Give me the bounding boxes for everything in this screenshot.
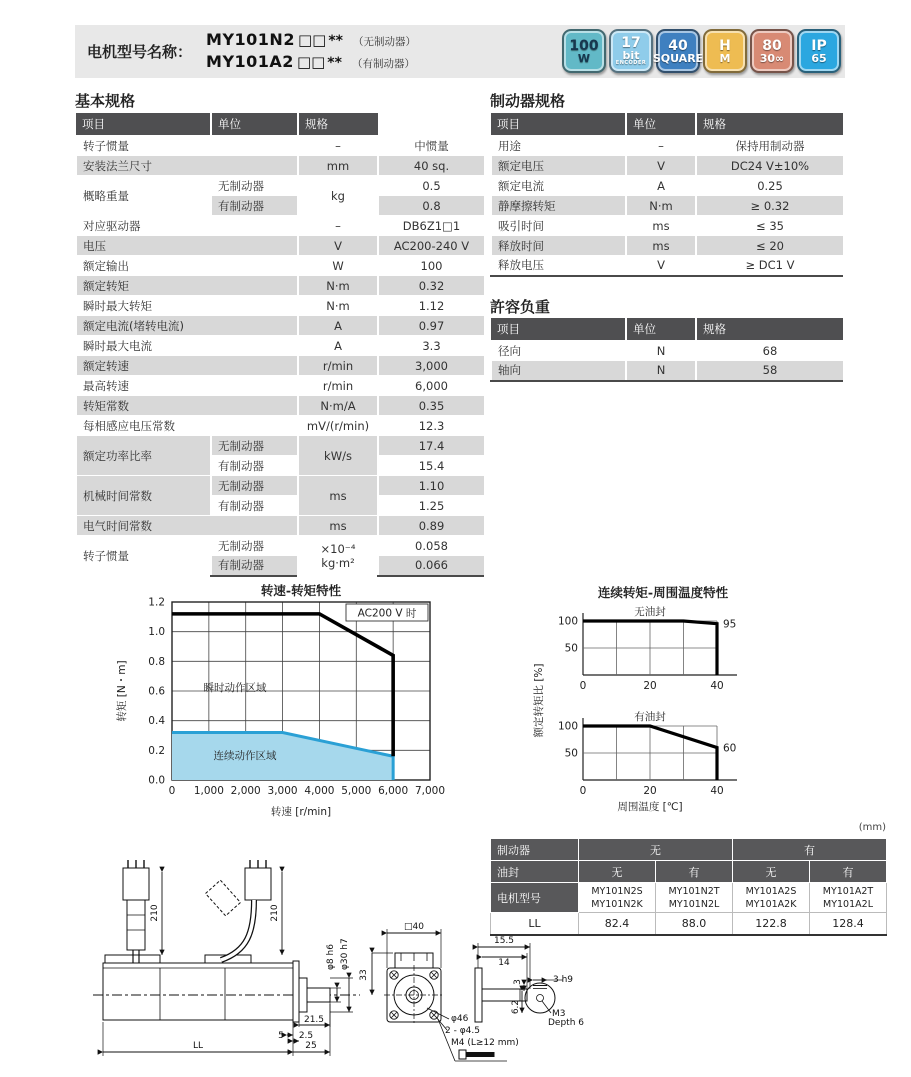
dim-seal-cell: 有	[810, 861, 887, 883]
spec-sub-item: 无制动器	[211, 476, 298, 496]
table-row	[76, 156, 484, 176]
spec-unit: r/min	[298, 356, 378, 376]
spec-item: 额定电流(堵转电流)	[76, 316, 298, 336]
table-row	[491, 341, 843, 361]
svg-text:M3: M3	[552, 1009, 566, 1019]
spec-item: 电气时间常数	[76, 516, 298, 536]
svg-text:M4 (L≥12 mm): M4 (L≥12 mm)	[451, 1038, 519, 1048]
outline-drawing	[75, 855, 675, 1077]
spec-item: 每相感应电压常数	[76, 416, 298, 436]
column-header: 项目	[491, 318, 626, 341]
spec-item: 安装法兰尺寸	[76, 156, 298, 176]
svg-text:2.5: 2.5	[298, 1031, 314, 1041]
svg-text:1.0: 1.0	[148, 626, 165, 639]
svg-text:25: 25	[305, 1041, 317, 1051]
svg-text:33: 33	[359, 969, 369, 981]
svg-text:0.6: 0.6	[148, 685, 165, 698]
basic-specs-title: 基本规格	[75, 92, 136, 110]
svg-text:□40: □40	[404, 922, 424, 932]
model-number: MY101A2S	[745, 885, 797, 897]
table-row	[491, 156, 843, 176]
spec-value: ≤ 20	[696, 236, 843, 256]
table-row	[76, 176, 484, 196]
dim-brake-group: 无	[579, 839, 733, 861]
svg-text:周围温度 [℃]: 周围温度 [℃]	[617, 801, 683, 813]
feature-badges	[562, 29, 841, 73]
svg-text:15.5: 15.5	[493, 936, 515, 946]
spec-item: 释放电压	[491, 256, 626, 276]
svg-text:5: 5	[278, 1031, 284, 1041]
badge-text: 80	[762, 37, 782, 54]
spec-unit: kg	[298, 176, 378, 216]
power-100w-badge	[562, 29, 606, 73]
svg-text:100: 100	[557, 720, 578, 733]
spec-unit: V	[298, 236, 378, 256]
table-row	[491, 176, 843, 196]
svg-text:AC200 V 时: AC200 V 时	[357, 607, 417, 620]
spec-unit: ms	[298, 516, 378, 536]
spec-unit: ms	[298, 476, 378, 516]
column-header: 规格	[696, 113, 843, 136]
badge-text: 40	[668, 37, 688, 54]
svg-text:95: 95	[723, 618, 737, 631]
spec-item: 机械时间常数	[76, 476, 211, 516]
spec-item: 转子惯量	[76, 536, 211, 576]
motor-model-header	[75, 25, 845, 78]
table-row	[491, 236, 843, 256]
table-row	[76, 416, 484, 436]
svg-text:14: 14	[498, 958, 510, 968]
table-row	[76, 336, 484, 356]
table-row	[76, 216, 484, 236]
table-row	[76, 236, 484, 256]
spec-value: 40 sq.	[378, 156, 484, 176]
dim-row-label: LL	[491, 913, 579, 935]
spec-value: 0.35	[378, 396, 484, 416]
table-row	[76, 316, 484, 336]
dim-row-label: 电机型号	[491, 883, 579, 913]
spec-unit: r/min	[298, 376, 378, 396]
svg-text:φ30 h7: φ30 h7	[340, 938, 350, 970]
column-header: 单位	[211, 113, 298, 136]
model-number: MY101A2L	[823, 898, 873, 910]
spec-item: 最高转速	[76, 376, 298, 396]
spec-value: 0.89	[378, 516, 484, 536]
model-list	[206, 30, 416, 74]
spec-value: 3.3	[378, 336, 484, 356]
svg-text:Depth 6: Depth 6	[548, 1018, 584, 1028]
temp-80-30-badge	[750, 29, 794, 73]
model-option-boxes: □□	[297, 30, 327, 49]
table-row	[76, 476, 484, 496]
badge-text: 17	[621, 35, 641, 51]
spec-sub-item: 无制动器	[211, 176, 298, 196]
spec-unit: N·m	[298, 276, 378, 296]
spec-item: 额定电流	[491, 176, 626, 196]
spec-value: DC24 V±10%	[696, 156, 843, 176]
spec-value: 0.25	[696, 176, 843, 196]
table-header-row	[491, 113, 843, 136]
svg-text:4,000: 4,000	[304, 785, 335, 797]
dim-ll-value: 82.4	[579, 913, 656, 935]
model-number: MY101A2K	[745, 898, 797, 910]
svg-text:3,000: 3,000	[267, 785, 298, 797]
dim-row-label: 制动器	[491, 839, 579, 861]
spec-sub-item: 无制动器	[211, 436, 298, 456]
spec-value: 保持用制动器	[696, 136, 843, 156]
svg-text:7,000: 7,000	[414, 785, 446, 797]
spec-value: 中惯量	[378, 136, 484, 156]
spec-item: 静摩擦转矩	[491, 196, 626, 216]
svg-text:60: 60	[723, 742, 737, 755]
spec-sub-item: 有制动器	[211, 456, 298, 476]
model-number: MY101N2L	[668, 898, 720, 910]
svg-text:6.2: 6.2	[511, 999, 521, 1015]
spec-item: 轴向	[491, 361, 626, 381]
svg-text:LL: LL	[192, 1041, 204, 1051]
dim-row-label: 油封	[491, 861, 579, 883]
table-row	[76, 296, 484, 316]
spec-unit: –	[626, 136, 696, 156]
model-number: MY101A2T	[822, 885, 874, 897]
spec-item: 转子惯量	[76, 136, 298, 156]
table-row	[76, 256, 484, 276]
svg-text:1,000: 1,000	[193, 785, 224, 797]
dim-ll-value: 88.0	[656, 913, 733, 935]
svg-text:20: 20	[643, 680, 657, 692]
model-line	[206, 30, 416, 52]
badge-text: IP	[811, 37, 827, 54]
brake-specs-table	[490, 113, 843, 277]
model-number: MY101N2S	[591, 885, 643, 897]
badge-text: 30∞	[759, 51, 785, 65]
spec-item: 瞬时最大电流	[76, 336, 298, 356]
spec-value: 6,000	[378, 376, 484, 396]
table-row	[491, 136, 843, 156]
svg-text:2,000: 2,000	[230, 785, 261, 797]
model-name: MY101N2	[206, 29, 295, 49]
spec-unit: V	[626, 156, 696, 176]
model-note: （有制动器）	[351, 57, 415, 70]
spec-item: 额定电压	[491, 156, 626, 176]
spec-unit: A	[298, 336, 378, 356]
spec-value: 3,000	[378, 356, 484, 376]
spec-value: 15.4	[378, 456, 484, 476]
table-row	[491, 216, 843, 236]
spec-sub-item: 有制动器	[211, 556, 298, 576]
badge-text: 100	[569, 37, 599, 54]
spec-value: ≥ 0.32	[696, 196, 843, 216]
spec-value: 17.4	[378, 436, 484, 456]
spec-value: ≤ 35	[696, 216, 843, 236]
svg-text:5,000: 5,000	[341, 785, 372, 797]
column-header: 项目	[76, 113, 211, 136]
column-header: 规格	[298, 113, 378, 136]
dim-ll-value: 122.8	[733, 913, 810, 935]
encoder-17bit-badge	[609, 29, 653, 73]
svg-text:0.0: 0.0	[148, 774, 165, 787]
spec-sub-item: 有制动器	[211, 196, 298, 216]
table-row	[76, 356, 484, 376]
spec-unit: –	[298, 216, 378, 236]
column-header: 单位	[626, 113, 696, 136]
model-name-label: 电机型号名称：	[87, 43, 193, 61]
spec-unit: W	[298, 256, 378, 276]
dim-brake-group: 有	[733, 839, 887, 861]
svg-text:0: 0	[579, 680, 587, 692]
svg-text:转矩 [N・m]: 转矩 [N・m]	[116, 660, 128, 722]
model-line	[206, 52, 416, 74]
svg-text:50: 50	[564, 642, 578, 655]
spec-value: DB6Z1□1	[378, 216, 484, 236]
spec-value: 68	[696, 341, 843, 361]
spec-item: 概略重量	[76, 176, 211, 216]
svg-text:3: 3	[513, 979, 523, 985]
spec-item: 用途	[491, 136, 626, 156]
badge-text: ENCODER	[615, 60, 647, 66]
spec-unit: mV/(r/min)	[298, 416, 378, 436]
spec-value: 1.10	[378, 476, 484, 496]
model-note: （无制动器）	[352, 35, 416, 48]
table-row	[491, 196, 843, 216]
spec-item: 电压	[76, 236, 298, 256]
spec-value: ≥ DC1 V	[696, 256, 843, 276]
dim-seal-cell: 有	[656, 861, 733, 883]
speed-torque-chart	[95, 583, 465, 828]
spec-item: 转矩常数	[76, 396, 298, 416]
svg-text:0: 0	[579, 785, 587, 797]
badge-text: bit	[622, 49, 640, 62]
spec-value: 0.058	[378, 536, 484, 556]
dim-seal-cell: 无	[579, 861, 656, 883]
model-number: MY101N2T	[668, 885, 720, 897]
spec-unit: N·m	[298, 296, 378, 316]
svg-text:φ8 h6: φ8 h6	[326, 944, 336, 970]
dim-seal-cell: 无	[733, 861, 810, 883]
svg-text:瞬时动作区域: 瞬时动作区域	[203, 682, 267, 694]
spec-unit: N·m	[626, 196, 696, 216]
spec-value: 0.97	[378, 316, 484, 336]
table-row	[76, 276, 484, 296]
svg-text:无油封: 无油封	[634, 606, 666, 618]
svg-text:φ46: φ46	[451, 1014, 469, 1024]
basic-specs-table	[75, 113, 484, 577]
spec-item: 对应驱动器	[76, 216, 298, 236]
spec-unit: ms	[626, 236, 696, 256]
svg-text:连续转矩-周围温度特性: 连续转矩-周围温度特性	[597, 585, 729, 600]
model-number: MY101N2K	[591, 898, 643, 910]
svg-text:2 - φ4.5: 2 - φ4.5	[445, 1026, 480, 1036]
table-header-row	[491, 318, 843, 341]
badge-text: M	[719, 51, 731, 65]
spec-item: 瞬时最大转矩	[76, 296, 298, 316]
model-option-stars: **	[327, 54, 342, 71]
square-40-badge	[652, 29, 704, 73]
allowable-load-table	[490, 318, 843, 382]
spec-value: 0.32	[378, 276, 484, 296]
dimension-unit-note: (mm)	[858, 822, 886, 833]
spec-value: 12.3	[378, 416, 484, 436]
spec-item: 释放时间	[491, 236, 626, 256]
ip65-badge	[797, 29, 841, 73]
spec-unit: A	[298, 316, 378, 336]
table-row	[491, 256, 843, 276]
table-row	[76, 536, 484, 556]
svg-text:6,000: 6,000	[378, 785, 409, 797]
spec-unit: N	[626, 361, 696, 381]
svg-text:0.4: 0.4	[148, 715, 165, 728]
table-row	[76, 396, 484, 416]
table-row	[76, 376, 484, 396]
spec-item: 额定输出	[76, 256, 298, 276]
svg-text:转速-转矩特性: 转速-转矩特性	[260, 583, 342, 598]
svg-text:50: 50	[564, 747, 578, 760]
svg-text:40: 40	[710, 785, 724, 797]
model-name: MY101A2	[206, 51, 294, 71]
svg-text:额定转矩比 [%]: 额定转矩比 [%]	[533, 663, 545, 738]
svg-text:3 h9: 3 h9	[553, 975, 574, 985]
spec-unit: mm	[298, 156, 378, 176]
model-option-stars: **	[328, 32, 343, 49]
svg-text:100: 100	[557, 615, 578, 628]
brake-specs-title: 制动器规格	[490, 92, 566, 110]
hm-coupling-badge	[703, 29, 747, 73]
table-row	[491, 361, 843, 381]
spec-unit: ms	[626, 216, 696, 236]
spec-unit: ×10⁻⁴ kg·m²	[298, 536, 378, 576]
svg-text:0.8: 0.8	[148, 655, 165, 668]
model-option-boxes: □□	[296, 52, 326, 71]
spec-sub-item: 有制动器	[211, 496, 298, 516]
spec-item: 吸引时间	[491, 216, 626, 236]
svg-text:1.2: 1.2	[148, 596, 165, 609]
column-header: 项目	[491, 113, 626, 136]
spec-value: 58	[696, 361, 843, 381]
table-row	[76, 516, 484, 536]
badge-text: W	[577, 51, 591, 65]
spec-unit: A	[626, 176, 696, 196]
dim-ll-value: 128.4	[810, 913, 887, 935]
svg-text:连续动作区域: 连续动作区域	[213, 750, 277, 762]
spec-unit: N	[626, 341, 696, 361]
svg-text:转速 [r/min]: 转速 [r/min]	[270, 806, 332, 818]
spec-value: 0.8	[378, 196, 484, 216]
allowable-load-title: 許容负重	[490, 298, 551, 316]
spec-item: 额定功率比率	[76, 436, 211, 476]
svg-text:40: 40	[710, 680, 724, 692]
badge-text: 65	[811, 51, 827, 65]
spec-value: 0.5	[378, 176, 484, 196]
table-header-row	[76, 113, 484, 136]
spec-unit: N·m/A	[298, 396, 378, 416]
spec-value: 1.12	[378, 296, 484, 316]
svg-text:0.2: 0.2	[148, 744, 165, 757]
dim-model-cell	[810, 883, 887, 913]
svg-text:210: 210	[270, 904, 280, 922]
spec-item: 额定转速	[76, 356, 298, 376]
spec-value: 1.25	[378, 496, 484, 516]
svg-text:21.5: 21.5	[303, 1015, 325, 1025]
torque-temperature-chart	[520, 583, 880, 823]
table-row	[76, 436, 484, 456]
badge-text: H	[719, 37, 731, 54]
svg-text:0: 0	[168, 785, 176, 797]
column-header: 规格	[696, 318, 843, 341]
spec-unit: –	[298, 136, 378, 156]
svg-text:210: 210	[150, 904, 160, 922]
spec-value: 0.066	[378, 556, 484, 576]
dim-model-cell	[733, 883, 810, 913]
spec-item: 径向	[491, 341, 626, 361]
spec-sub-item: 无制动器	[211, 536, 298, 556]
spec-value: AC200-240 V	[378, 236, 484, 256]
table-row	[76, 136, 484, 156]
column-header: 单位	[626, 318, 696, 341]
spec-unit: kW/s	[298, 436, 378, 476]
svg-text:20: 20	[643, 785, 657, 797]
spec-item: 额定转矩	[76, 276, 298, 296]
svg-text:有油封: 有油封	[634, 711, 666, 723]
spec-value: 100	[378, 256, 484, 276]
spec-unit: V	[626, 256, 696, 276]
badge-text: SQUARE	[652, 51, 704, 65]
